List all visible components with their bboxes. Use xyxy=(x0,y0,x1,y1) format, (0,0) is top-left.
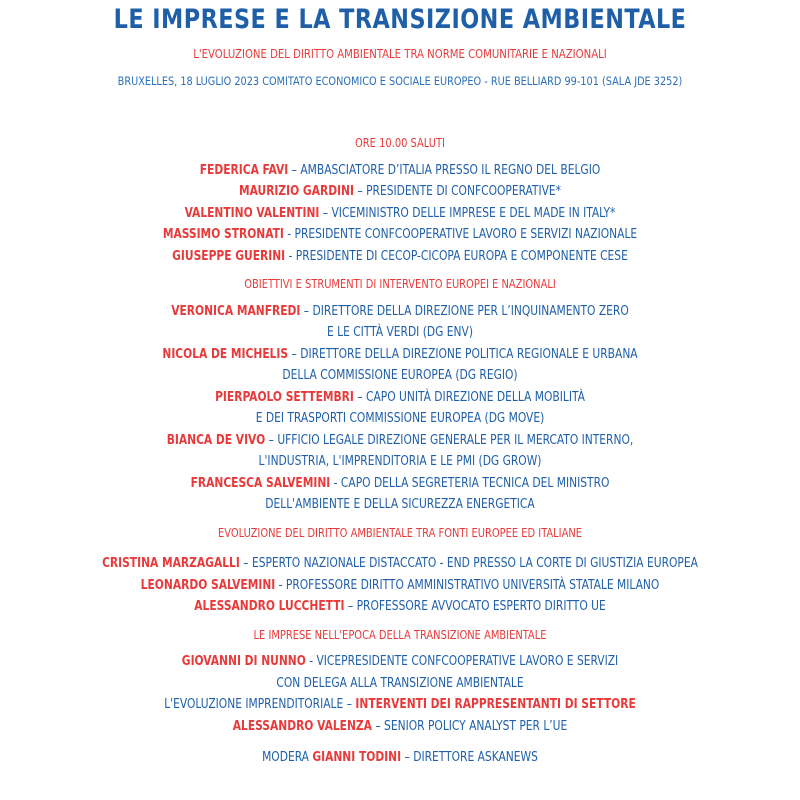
speaker-line xyxy=(48,224,752,246)
speaker-name: LEONARDO SALVEMINI xyxy=(140,576,276,593)
speaker-role: – CAPO UNITÀ DIREZIONE DELLA MOBILITÀ xyxy=(353,388,585,405)
moderator-prefix: MODERA xyxy=(262,749,313,765)
speaker-line xyxy=(48,344,752,366)
speaker-line xyxy=(48,473,752,495)
speaker-role: – ESPERTO NAZIONALE DISTACCATO - END PRESSO LA CORTE DI GIUSTIZIA EUROPEA xyxy=(239,555,698,571)
speaker-role-continuation: L'INDUSTRIA, L'IMPRENDITORIA E LE PMI (DG GROW) xyxy=(258,453,542,469)
speaker-line xyxy=(48,181,752,203)
section-title-imprese: LE IMPRESE NELL'EPOCA DELLA TRANSIZIONE AMBIENTALE xyxy=(253,626,547,642)
speaker-role-continuation: CON DELEGA ALLA TRANSIZIONE AMBIENTALE xyxy=(276,674,524,691)
speaker-role: – SENIOR POLICY ANALYST PER L’UE xyxy=(371,717,568,734)
speaker-role: – PROFESSORE AVVOCATO ESPERTO DIRITTO UE xyxy=(344,598,606,614)
speaker-role-continuation: E DEI TRASPORTI COMMISSIONE EUROPEA (DG MOVE) xyxy=(255,410,545,426)
speaker-name: ALESSANDRO LUCCHETTI xyxy=(194,598,345,614)
speaker-name: VALENTINO VALENTINI xyxy=(184,204,320,221)
speaker-line xyxy=(48,203,752,225)
speaker-line xyxy=(48,430,752,452)
speaker-role: – PRESIDENTE DI CONFCOOPERATIVE* xyxy=(353,183,562,199)
speaker-name: MAURIZIO GARDINI xyxy=(238,183,354,199)
speaker-line xyxy=(48,575,752,597)
speaker-role: - PRESIDENTE CONFCOOPERATIVE LAVORO E SERVIZI NAZIONALE xyxy=(283,226,638,242)
speaker-name: PIERPAOLO SETTEMBRI xyxy=(215,388,354,405)
speaker-role: – VICEMINISTRO DELLE IMPRESE E DEL MADE IN ITALY* xyxy=(319,204,616,221)
speaker-name: BIANCA DE VIVO xyxy=(166,431,266,448)
speaker-name: NICOLA DE MICHELIS xyxy=(162,345,289,362)
session-highlight: INTERVENTI DEI RAPPRESENTANTI DI SETTORE xyxy=(355,696,636,712)
speaker-name: GIUSEPPE GUERINI xyxy=(172,247,286,264)
speaker-role-continuation: DELL'AMBIENTE E DELLA SICUREZZA ENERGETICA xyxy=(265,496,535,512)
page-title: LE IMPRESE E LA TRANSIZIONE AMBIENTALE xyxy=(113,4,687,35)
speaker-role: - PROFESSORE DIRITTO AMMINISTRATIVO UNIVERSITÀ STATALE MILANO xyxy=(275,576,660,593)
section-title-obiettivi: OBIETTIVI E STRUMENTI DI INTERVENTO EUROPEI E NAZIONALI xyxy=(244,276,556,291)
speaker-line xyxy=(48,246,752,268)
speaker-name: FEDERICA FAVI xyxy=(199,161,289,178)
speaker-name: GIOVANNI DI NUNNO xyxy=(181,653,306,669)
section-title-evoluzione: EVOLUZIONE DEL DIRITTO AMBIENTALE TRA FONTI EUROPEE ED ITALIANE xyxy=(218,524,582,540)
speaker-role: - VICEPRESIDENTE CONFCOOPERATIVE LAVORO E SERVIZI xyxy=(305,653,619,669)
speaker-role: – UFFICIO LEGALE DIREZIONE GENERALE PER IL MERCATO INTERNO, xyxy=(265,431,634,448)
speaker-line xyxy=(48,716,752,738)
speaker-role-continuation: DELLA COMMISSIONE EUROPEA (DG REGIO) xyxy=(282,367,518,383)
speaker-name: MASSIMO STRONATI xyxy=(162,226,284,242)
speaker-role: – DIRETTORE DELLA DIREZIONE POLITICA REGIONALE E URBANA xyxy=(288,345,638,362)
section-title-saluti: ORE 10.00 SALUTI xyxy=(355,135,445,150)
speaker-role: – AMBASCIATORE D’ITALIA PRESSO IL REGNO DEL BELGIO xyxy=(288,161,601,178)
session-line xyxy=(48,694,752,716)
speaker-name: CRISTINA MARZAGALLI xyxy=(102,555,240,571)
program xyxy=(0,132,800,769)
speaker-line xyxy=(48,596,752,618)
moderator-line xyxy=(48,747,752,769)
speaker-role-continuation: E LE CITTÀ VERDI (DG ENV) xyxy=(326,324,474,340)
speaker-line xyxy=(48,553,752,575)
speaker-name: VERONICA MANFREDI xyxy=(171,302,301,319)
speaker-name: FRANCESCA SALVEMINI xyxy=(190,474,331,491)
speaker-line xyxy=(48,301,752,323)
speaker-role: - CAPO DELLA SEGRETERIA TECNICA DEL MINISTRO xyxy=(330,474,610,491)
speaker-line xyxy=(48,387,752,409)
speaker-role: – DIRETTORE DELLA DIREZIONE PER L’INQUINAMENTO ZERO xyxy=(300,302,629,319)
speaker-line xyxy=(48,651,752,673)
event-location-line: BRUXELLES, 18 LUGLIO 2023 COMITATO ECONOMICO E SOCIALE EUROPEO - RUE BELLIARD 99-101 (SALA JDE 3252) xyxy=(117,74,683,88)
speaker-name: ALESSANDRO VALENZA xyxy=(232,717,372,734)
moderator-name: GIANNI TODINI xyxy=(312,749,402,765)
speaker-role: - PRESIDENTE DI CECOP-CICOPA EUROPA E COMPONENTE CESE xyxy=(285,247,628,264)
session-prefix: L'EVOLUZIONE IMPRENDITORIALE – xyxy=(164,696,356,712)
speaker-line xyxy=(48,160,752,182)
moderator-role: – DIRETTORE ASKANEWS xyxy=(401,749,538,765)
page-subtitle: L'EVOLUZIONE DEL DIRITTO AMBIENTALE TRA NORME COMUNITARIE E NAZIONALI xyxy=(193,46,607,61)
